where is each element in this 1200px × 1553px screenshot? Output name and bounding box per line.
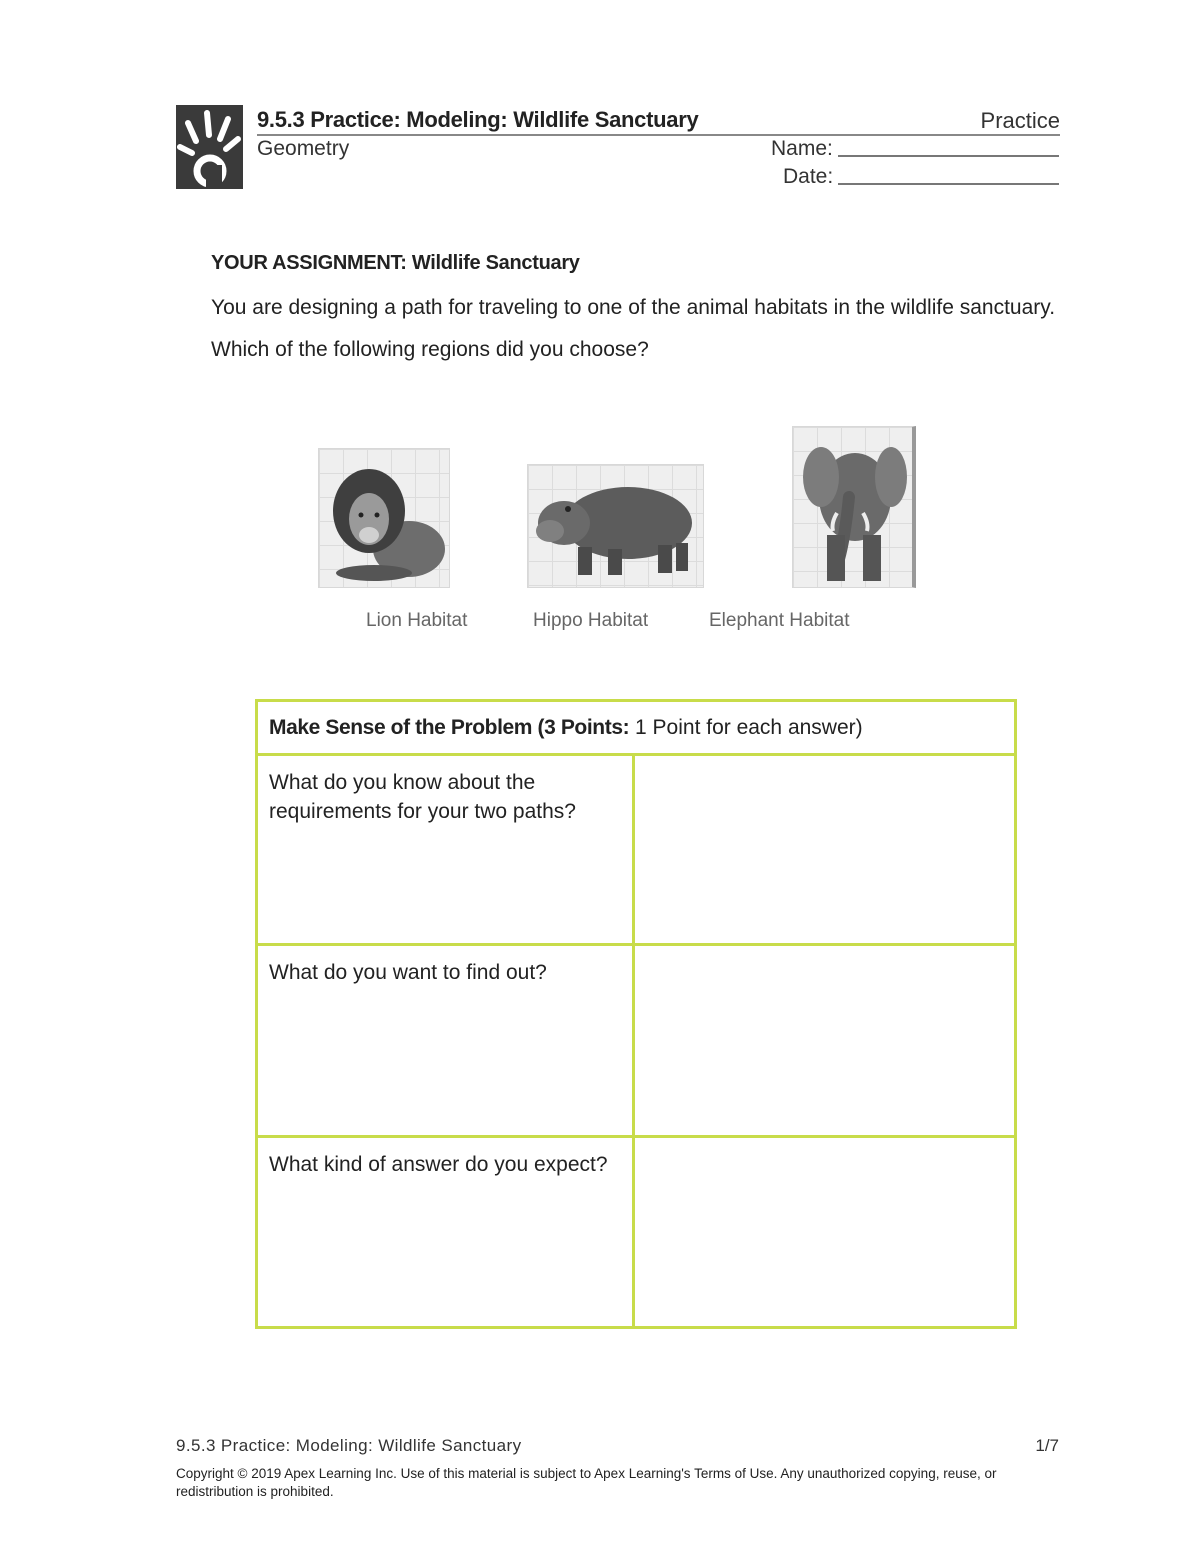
answer-cell[interactable] bbox=[638, 946, 1014, 1135]
assignment-heading: YOUR ASSIGNMENT: Wildlife Sanctuary bbox=[211, 252, 580, 274]
date-label: Date: bbox=[783, 165, 834, 188]
elephant-photo bbox=[792, 426, 916, 588]
assignment-text: You are designing a path for traveling to one of the animal habitats in the wildlife sanctuary. Which of the following regions did you choose? bbox=[211, 296, 1056, 361]
make-sense-table bbox=[255, 699, 1017, 1329]
table-row bbox=[258, 1138, 1014, 1326]
question-cell bbox=[258, 756, 635, 943]
subject-label: Geometry bbox=[257, 137, 350, 160]
name-field[interactable] bbox=[838, 155, 1059, 157]
header-rule bbox=[257, 134, 1060, 136]
worksheet-type: Practice bbox=[980, 108, 1060, 133]
answer-cell[interactable] bbox=[638, 756, 1014, 943]
hippo-habitat-label: Hippo Habitat bbox=[533, 610, 649, 631]
worksheet-title: 9.5.3 Practice: Modeling: Wildlife Sanctuary bbox=[257, 107, 699, 132]
apex-logo-icon bbox=[176, 105, 243, 189]
table-header bbox=[258, 702, 1014, 756]
question-text: What kind of answer do you expect? bbox=[269, 1153, 608, 1176]
table-row bbox=[258, 946, 1014, 1138]
answer-cell[interactable] bbox=[638, 1138, 1014, 1326]
table-row bbox=[258, 756, 1014, 946]
date-field[interactable] bbox=[838, 183, 1059, 185]
elephant-habitat-label: Elephant Habitat bbox=[709, 610, 850, 631]
table-header-rest: 1 Point for each answer) bbox=[629, 716, 863, 739]
lion-habitat-label: Lion Habitat bbox=[366, 610, 468, 631]
footer-title: 9.5.3 Practice: Modeling: Wildlife Sanctuary bbox=[176, 1436, 522, 1455]
lion-photo bbox=[318, 448, 450, 588]
table-header-bold: Make Sense of the Problem (3 Points: bbox=[269, 716, 630, 739]
question-cell bbox=[258, 1138, 635, 1326]
question-text: What do you want to find out? bbox=[269, 961, 547, 984]
copyright-notice: Copyright © 2019 Apex Learning Inc. Use of this material is subject to Apex Learning's Terms of Use. Any unauthorized copying, reuse, or redistribution is prohibited. bbox=[176, 1466, 997, 1499]
question-cell bbox=[258, 946, 635, 1135]
hippo-photo bbox=[527, 464, 704, 588]
page-number: 1/7 bbox=[1035, 1436, 1059, 1455]
name-label: Name: bbox=[771, 137, 833, 160]
question-text: What do you know about the requirements for your two paths? bbox=[269, 771, 576, 823]
